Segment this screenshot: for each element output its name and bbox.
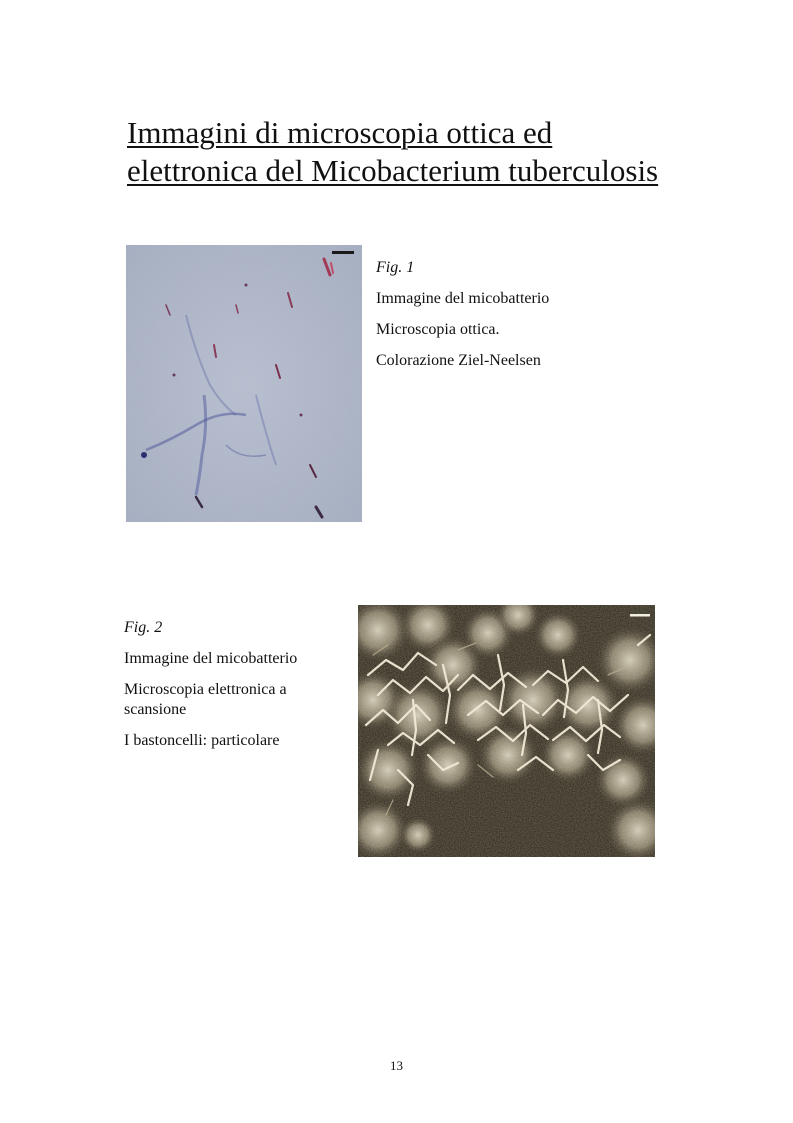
- optical-micrograph-image: [126, 245, 362, 522]
- page-title: [127, 114, 727, 190]
- figure-1-caption-line: Microscopia ottica.: [376, 321, 500, 338]
- figure-2-label: Fig. 2: [124, 619, 163, 636]
- figure-2-caption-line: I bastoncelli: particolare: [124, 732, 280, 749]
- electron-micrograph-graphic: [358, 605, 655, 857]
- figure-1-caption-line: Colorazione Ziel-Neelsen: [376, 352, 541, 369]
- page-title-line-1: Immagini di microscopia ottica ed: [127, 115, 553, 150]
- figure-2-caption-line: scansione: [124, 701, 187, 718]
- figure-1-label: Fig. 1: [376, 259, 415, 276]
- page-title-line-2: elettronica del Micobacterium tuberculosis: [127, 153, 659, 188]
- electron-micrograph-image: [358, 605, 655, 857]
- figure-2-caption: [124, 618, 344, 762]
- figure-2-caption-line: Microscopia elettronica a: [124, 681, 287, 698]
- page-number: 13: [390, 1058, 403, 1073]
- figure-2-caption-line: Immagine del micobatterio: [124, 650, 298, 667]
- figure-1-caption-line: Immagine del micobatterio: [376, 290, 550, 307]
- figure-1-caption: [376, 258, 676, 382]
- optical-micrograph-graphic: [126, 245, 362, 522]
